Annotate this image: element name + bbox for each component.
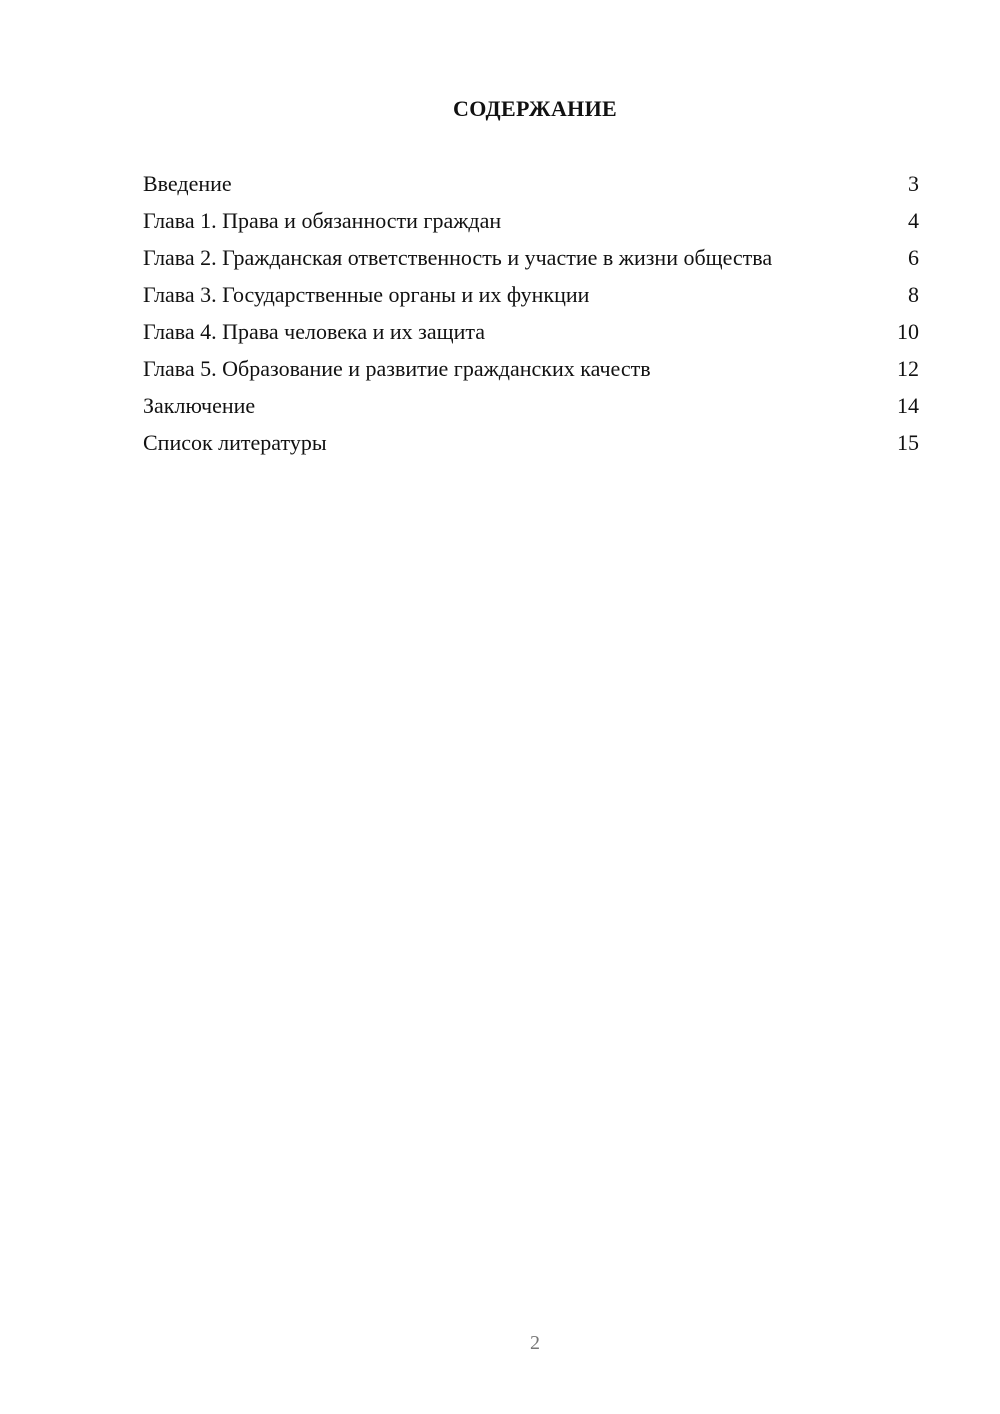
- toc-entry-label: Глава 1. Права и обязанности граждан: [143, 208, 502, 233]
- toc-title: СОДЕРЖАНИЕ: [453, 96, 617, 121]
- page-number: 2: [530, 1332, 540, 1354]
- toc-entry-page: 6: [908, 245, 919, 270]
- toc-entry-chapter-5[interactable]: [143, 355, 919, 382]
- toc-entry-label: Глава 2. Гражданская ответственность и участие в жизни общества: [143, 245, 773, 270]
- toc-entry-label: Глава 4. Права человека и их защита: [143, 319, 485, 344]
- toc-entry-label: Глава 3. Государственные органы и их функции: [143, 282, 590, 307]
- toc-entry-chapter-2[interactable]: [143, 244, 919, 271]
- toc-entry-label: Глава 5. Образование и развитие гражданских качеств: [143, 356, 651, 381]
- toc-entry-label: Список литературы: [143, 430, 327, 455]
- toc-entry-bibliography[interactable]: [143, 429, 919, 456]
- toc-entry-page: 15: [897, 430, 919, 455]
- toc-entry-page: 4: [908, 208, 919, 233]
- toc-entry-label: Введение: [143, 171, 232, 196]
- toc-entry-conclusion[interactable]: [143, 392, 919, 419]
- toc-entry-page: 3: [908, 171, 919, 196]
- toc-entry-introduction[interactable]: [143, 170, 919, 197]
- toc-entry-label: Заключение: [143, 393, 256, 418]
- toc-entry-chapter-1[interactable]: [143, 207, 919, 234]
- toc-entry-page: 8: [908, 282, 919, 307]
- toc-entry-page: 14: [897, 393, 919, 418]
- toc-entry-page: 12: [897, 356, 919, 381]
- toc-entry-chapter-3[interactable]: [143, 281, 919, 308]
- toc-entry-chapter-4[interactable]: [143, 318, 919, 345]
- toc-entry-page: 10: [897, 319, 919, 344]
- toc-list: [143, 170, 919, 466]
